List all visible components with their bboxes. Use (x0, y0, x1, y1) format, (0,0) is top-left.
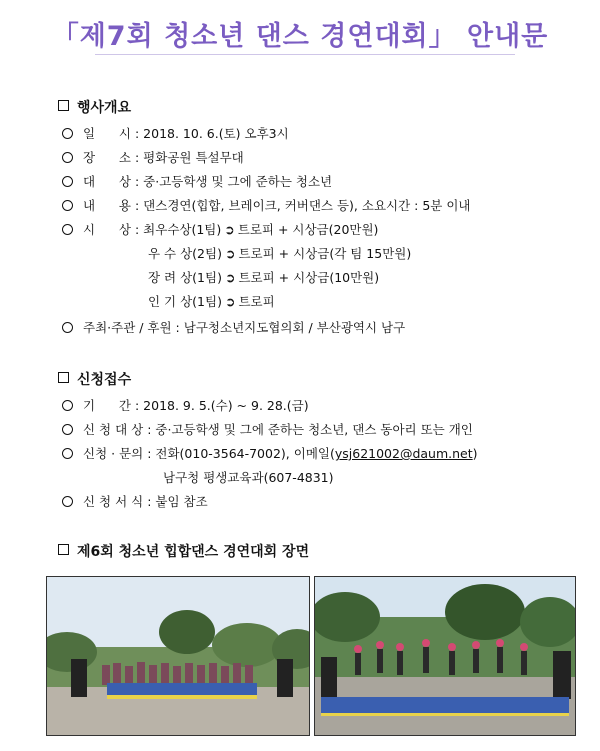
page-title: 「제7회 청소년 댄스 경연대회」 안내문 (51, 21, 549, 52)
row-value: 남구청소년지도협의회 / 부산광역시 남구 (183, 320, 406, 335)
event-photo-performance (314, 576, 576, 736)
row-value: 댄스경연(힙합, 브레이크, 커버댄스 등), 소요시간 : 5분 이내 (143, 198, 471, 213)
circle-bullet-icon (62, 152, 73, 163)
row-label: 주최·주관 / 후원 : (83, 320, 180, 335)
row-period (62, 396, 309, 414)
row-label: 신 청 서 식 : (83, 494, 152, 509)
arrow-icon: ➲ (224, 270, 236, 285)
row-label: 기 간 : (83, 398, 140, 413)
row-inquiry (62, 444, 478, 462)
arrow-icon: ➲ (224, 222, 235, 237)
row-prize (62, 220, 378, 238)
circle-bullet-icon (62, 322, 73, 333)
section-heading-application (58, 369, 131, 389)
prize-reward: 트로피 + 시상금(각 팀 15만원) (238, 246, 412, 261)
row-content (62, 196, 470, 214)
prize-name: 인 기 상(1팀) (148, 294, 222, 309)
circle-bullet-icon (62, 224, 73, 235)
row-label: 시 상 : (83, 222, 140, 237)
prize-name: 최우수상(1팀) (143, 222, 222, 237)
row-value: 평화공원 특설무대 (143, 150, 244, 165)
row-value: 2018. 9. 5.(수) ~ 9. 28.(금) (143, 398, 309, 413)
circle-bullet-icon (62, 496, 73, 507)
inquiry-line2: 남구청 평생교육과(607-4831) (163, 470, 334, 485)
row-label: 신 청 대 상 : (83, 422, 152, 437)
section-heading-overview (58, 97, 131, 117)
row-date (62, 124, 289, 142)
row-host (62, 318, 405, 336)
row-label: 장 소 : (83, 150, 140, 165)
circle-bullet-icon (62, 128, 73, 139)
section-heading-photos (58, 541, 309, 561)
prize-name: 우 수 상(2팀) (148, 246, 222, 261)
prize-row (148, 244, 411, 262)
group-photo-illustration (47, 577, 309, 735)
prize-reward: 트로피 (238, 294, 275, 309)
section-heading-text: 신청접수 (77, 372, 132, 388)
row-value: 중·고등학생 및 그에 준하는 청소년 (143, 174, 333, 189)
row-form (62, 492, 208, 510)
square-bullet-icon (58, 544, 69, 555)
row-value-close: ) (472, 446, 478, 461)
performance-photo-illustration (315, 577, 575, 735)
row-label: 신청 · 문의 : (83, 446, 152, 461)
email-link[interactable]: ysj621002@daum.net (334, 446, 473, 461)
prize-row (148, 292, 275, 310)
circle-bullet-icon (62, 200, 73, 211)
arrow-icon: ➲ (224, 246, 236, 261)
row-value: 붙임 참조 (155, 494, 208, 509)
circle-bullet-icon (62, 176, 73, 187)
circle-bullet-icon (62, 448, 73, 459)
section-heading-text: 행사개요 (77, 100, 132, 116)
prize-reward: 트로피 + 시상금(20만원) (237, 222, 379, 237)
row-place (62, 148, 244, 166)
circle-bullet-icon (62, 424, 73, 435)
circle-bullet-icon (62, 400, 73, 411)
square-bullet-icon (58, 372, 69, 383)
row-target (62, 172, 332, 190)
prize-name: 장 려 상(1팀) (148, 270, 222, 285)
row-label: 대 상 : (83, 174, 140, 189)
title-divider (95, 54, 515, 55)
row-value: 중·고등학생 및 그에 준하는 청소년, 댄스 동아리 또는 개인 (155, 422, 473, 437)
section-heading-text: 제6회 청소년 힙합댄스 경연대회 장면 (77, 544, 310, 560)
prize-row (148, 268, 379, 286)
row-value: 2018. 10. 6.(토) 오후3시 (143, 126, 289, 141)
row-applicant (62, 420, 473, 438)
row-label: 일 시 : (83, 126, 140, 141)
row-label: 내 용 : (83, 198, 140, 213)
arrow-icon: ➲ (224, 294, 236, 309)
event-photo-group (46, 576, 310, 736)
row-value: 전화(010-3564-7002), 이메일( (155, 446, 335, 461)
prize-reward: 트로피 + 시상금(10만원) (238, 270, 380, 285)
square-bullet-icon (58, 100, 69, 111)
